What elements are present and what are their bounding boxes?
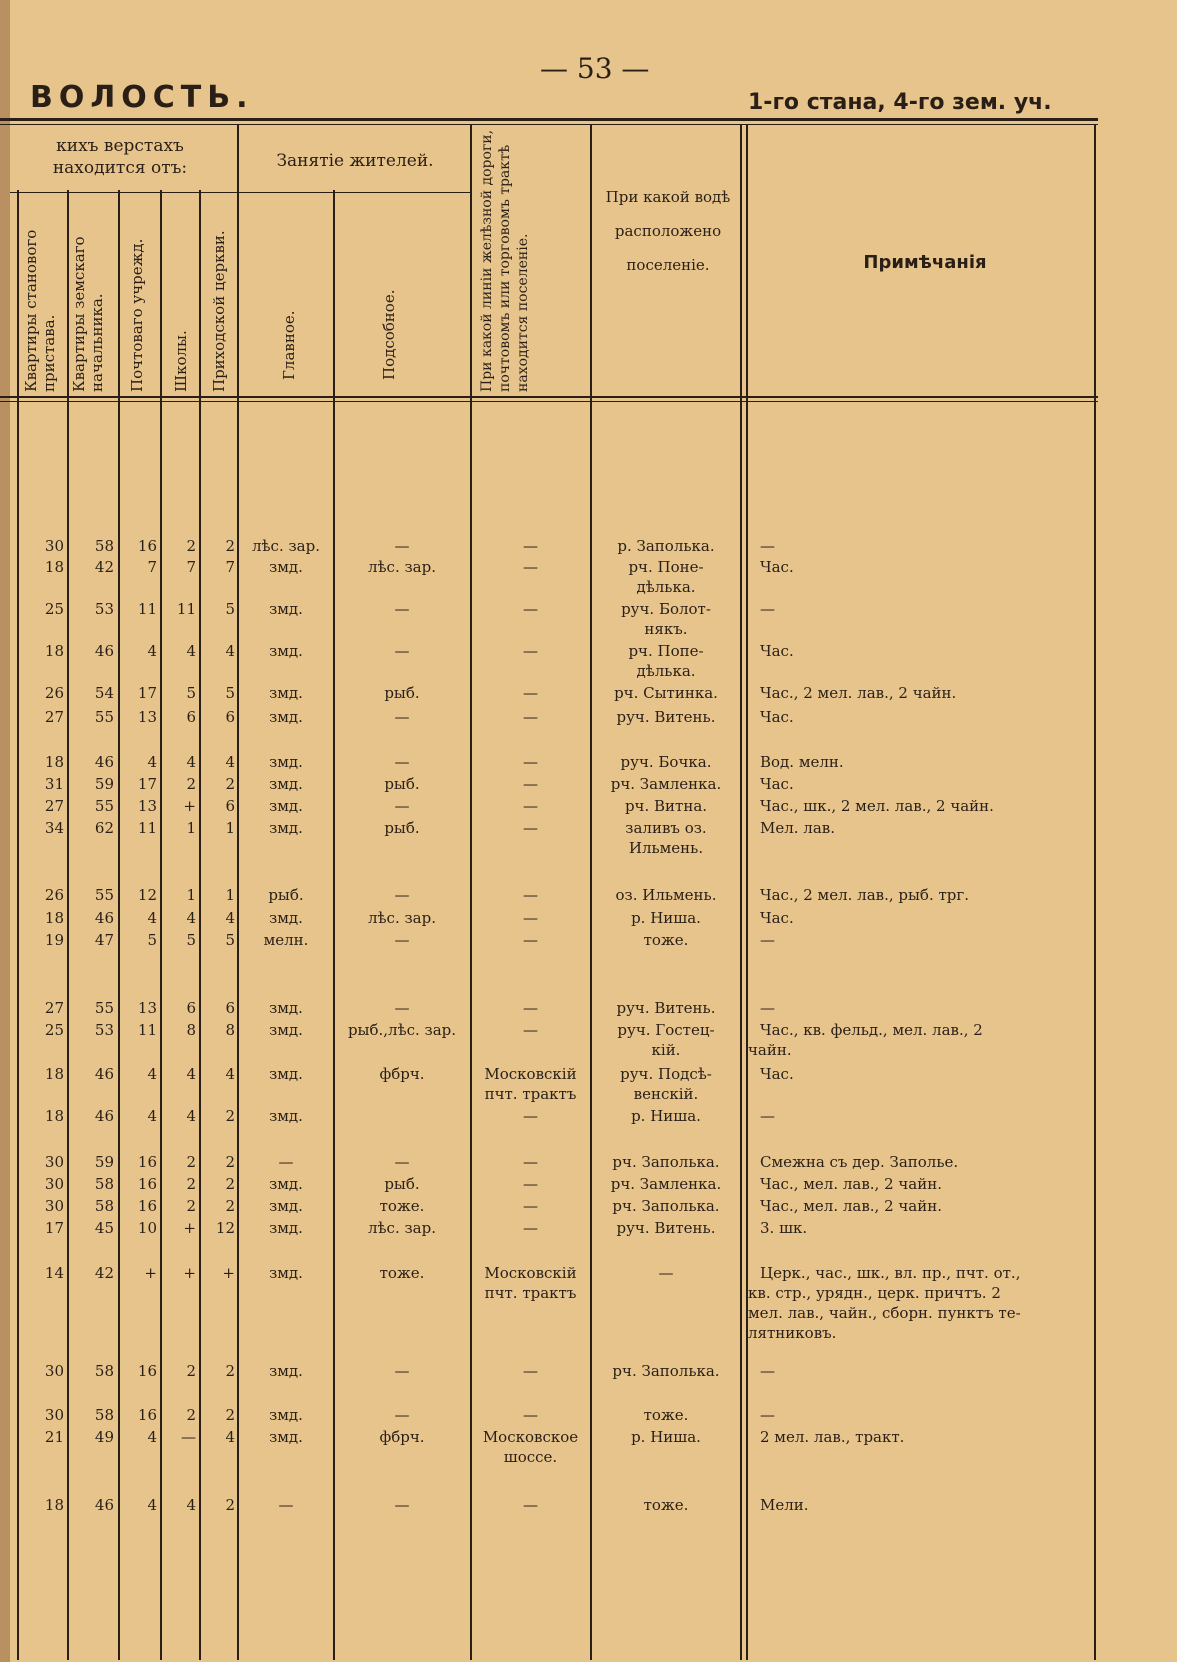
col-divider <box>740 124 742 1660</box>
cell-c3: 16 <box>137 1175 157 1193</box>
cell-notes: Смежна съ дер. Заполье. <box>760 1153 959 1171</box>
cell-c5: 2 <box>225 1153 235 1171</box>
cell-c5: 2 <box>225 1197 235 1215</box>
cell-water: заливъ оз. <box>625 819 707 837</box>
cell-c3: 13 <box>137 797 157 815</box>
cell-c1: 18 <box>44 642 64 660</box>
cell-notes: 2 мел. лав., тракт. <box>760 1428 905 1446</box>
cell-rail: — <box>523 775 538 793</box>
header-bottom-rule-thin <box>0 401 1098 402</box>
col-header-church: Приходской церкви. <box>210 230 228 392</box>
cell-sub: фбрч. <box>379 1065 425 1083</box>
top-rule-thin <box>0 124 1098 125</box>
cell-water: р. Ниша. <box>631 1107 701 1125</box>
cell-notes: Час. <box>760 708 794 726</box>
cell-rail: — <box>523 1197 538 1215</box>
cell-water: Ильмень. <box>628 839 704 857</box>
cell-c1: 18 <box>44 1107 64 1125</box>
cell-c2: 53 <box>94 1021 114 1039</box>
cell-c3: 16 <box>137 1153 157 1171</box>
cell-c5: 5 <box>225 684 235 702</box>
cell-water: венскій. <box>633 1085 699 1103</box>
cell-rail: — <box>523 1021 538 1039</box>
cell-rail: пчт. трактъ <box>484 1284 577 1302</box>
cell-water: рч. Витна. <box>624 797 708 815</box>
cell-water: рч. Сытинка. <box>614 684 718 702</box>
cell-rail: — <box>523 819 538 837</box>
cell-main: змд. <box>269 1197 303 1215</box>
cell-sub: — <box>394 642 410 660</box>
cell-sub: — <box>394 708 410 726</box>
cell-c2: 58 <box>94 537 114 555</box>
cell-rail: — <box>523 558 538 576</box>
cell-water: р. Ниша. <box>631 1428 701 1446</box>
cell-c4: 4 <box>186 1065 196 1083</box>
cell-c3: 12 <box>137 886 157 904</box>
cell-notes: Час., 2 мел. лав., 2 чайн. <box>760 684 957 702</box>
cell-c1: 30 <box>44 1175 64 1193</box>
cell-c2: 45 <box>94 1219 114 1237</box>
cell-c1: 18 <box>44 1496 64 1514</box>
cell-c4: 11 <box>176 600 196 618</box>
cell-water: рч. Попе- <box>628 642 704 660</box>
cell-c3: 13 <box>137 708 157 726</box>
cell-c4: 1 <box>186 886 196 904</box>
occupation-group-rule <box>238 192 470 193</box>
cell-rail: Московскій <box>484 1065 577 1083</box>
cell-c2: 55 <box>94 708 114 726</box>
distance-group-rule <box>10 192 238 193</box>
cell-c1: 19 <box>44 931 64 949</box>
header-bottom-rule <box>0 396 1098 398</box>
cell-water: р. Заполька. <box>617 537 715 555</box>
cell-c2: 55 <box>94 797 114 815</box>
cell-notes: Час., мел. лав., 2 чайн. <box>760 1175 943 1193</box>
cell-sub: — <box>394 931 410 949</box>
cell-c2: 55 <box>94 999 114 1017</box>
cell-c1: 25 <box>44 600 64 618</box>
cell-c2: 46 <box>94 909 114 927</box>
cell-c2: 46 <box>94 1107 114 1125</box>
cell-main: змд. <box>269 684 303 702</box>
cell-main: змд. <box>269 1362 303 1380</box>
cell-rail: — <box>523 931 538 949</box>
cell-c3: 16 <box>137 1197 157 1215</box>
cell-water: руч. Витень. <box>616 708 716 726</box>
cell-c4: 4 <box>186 642 196 660</box>
cell-c1: 26 <box>44 886 64 904</box>
cell-c3: 17 <box>137 775 157 793</box>
cell-sub: — <box>394 1496 410 1514</box>
cell-sub: — <box>394 886 410 904</box>
cell-c2: 46 <box>94 1065 114 1083</box>
cell-c2: 46 <box>94 753 114 771</box>
cell-c2: 47 <box>94 931 114 949</box>
cell-c3: 16 <box>137 1406 157 1424</box>
occupation-group-header: Занятіе жителей. <box>276 151 434 171</box>
cell-sub: — <box>394 1406 410 1424</box>
cell-notes: Час., мел. лав., 2 чайн. <box>760 1197 943 1215</box>
cell-c1: 14 <box>44 1264 64 1282</box>
cell-c1: 17 <box>44 1219 64 1237</box>
cell-water: р. Ниша. <box>631 909 701 927</box>
cell-notes: Час., кв. фельд., мел. лав., 2 <box>760 1021 983 1039</box>
cell-c4: + <box>183 1219 196 1237</box>
cell-main: лѣс. зар. <box>251 537 320 555</box>
cell-c5: 2 <box>225 1175 235 1193</box>
cell-c2: 62 <box>94 819 114 837</box>
cell-c1: 27 <box>44 708 64 726</box>
cell-notes: Час. <box>760 909 794 927</box>
cell-notes: — <box>760 931 775 949</box>
cell-c2: 42 <box>94 558 114 576</box>
cell-c5: 6 <box>225 708 235 726</box>
cell-rail: — <box>523 999 538 1017</box>
cell-main: змд. <box>269 1219 303 1237</box>
col-header-school: Школы. <box>172 330 190 392</box>
cell-c5: + <box>222 1264 235 1282</box>
cell-sub: рыб. <box>384 775 420 793</box>
cell-main: змд. <box>269 558 303 576</box>
cell-notes: Час., 2 мел. лав., рыб. трг. <box>760 886 970 904</box>
cell-main: змд. <box>269 642 303 660</box>
cell-notes: Час. <box>760 775 794 793</box>
cell-notes: — <box>760 537 775 555</box>
cell-notes: Мел. лав. <box>760 819 835 837</box>
cell-c5: 2 <box>225 537 235 555</box>
cell-main: змд. <box>269 1175 303 1193</box>
cell-notes: Час. <box>760 1065 794 1083</box>
cell-rail: — <box>523 1406 538 1424</box>
cell-main: мелн. <box>263 931 309 949</box>
cell-c3: 5 <box>147 931 157 949</box>
cell-c1: 27 <box>44 999 64 1017</box>
cell-c5: 4 <box>225 1428 235 1446</box>
cell-rail: — <box>523 1219 538 1237</box>
cell-rail: — <box>523 1362 538 1380</box>
cell-c4: 4 <box>186 909 196 927</box>
col-header-water: При какой водѣ расположено поселеніе. <box>605 188 731 274</box>
cell-c2: 58 <box>94 1406 114 1424</box>
cell-water: тоже. <box>643 1406 689 1424</box>
cell-main: змд. <box>269 819 303 837</box>
cell-c1: 31 <box>44 775 64 793</box>
cell-c2: 59 <box>94 775 114 793</box>
cell-c5: 2 <box>225 1362 235 1380</box>
cell-notes: Мели. <box>760 1496 809 1514</box>
cell-c4: 8 <box>186 1021 196 1039</box>
cell-c3: 4 <box>147 909 157 927</box>
cell-sub: рыб. <box>384 1175 420 1193</box>
cell-c5: 5 <box>225 931 235 949</box>
page-number: — 53 — <box>540 52 650 85</box>
cell-sub: рыб. <box>384 819 420 837</box>
col-header-post: Почтоваго учрежд. <box>128 238 146 392</box>
cell-main: змд. <box>269 753 303 771</box>
cell-sub: — <box>394 600 410 618</box>
cell-c4: 2 <box>186 775 196 793</box>
cell-main: змд. <box>269 1264 303 1282</box>
cell-c3: 10 <box>137 1219 157 1237</box>
cell-c3: 11 <box>137 1021 157 1039</box>
cell-rail: — <box>523 600 538 618</box>
cell-main: рыб. <box>268 886 304 904</box>
distance-group-header: кихъ верстахъ находится отъ: <box>52 136 188 178</box>
cell-c3: 4 <box>147 1428 157 1446</box>
col-header-police: Квартиры станового пристава. <box>22 229 58 392</box>
cell-c1: 18 <box>44 753 64 771</box>
cell-water: руч. Витень. <box>616 1219 716 1237</box>
cell-c3: 7 <box>147 558 157 576</box>
cell-water: — <box>658 1264 674 1282</box>
cell-sub: тоже. <box>379 1197 425 1215</box>
cell-c2: 49 <box>94 1428 114 1446</box>
cell-c5: 4 <box>225 1065 235 1083</box>
cell-c1: 18 <box>44 909 64 927</box>
cell-c5: 6 <box>225 797 235 815</box>
cell-notes: кв. стр., урядн., церк. причтъ. 2 <box>748 1284 1001 1302</box>
col-header-sub: Подсобное. <box>380 289 398 380</box>
cell-water: дѣлька. <box>636 578 696 596</box>
cell-notes: Вод. мелн. <box>760 753 844 771</box>
cell-c3: 16 <box>137 1362 157 1380</box>
cell-notes: чайн. <box>748 1041 792 1059</box>
cell-c1: 25 <box>44 1021 64 1039</box>
cell-rail: — <box>523 909 538 927</box>
cell-c1: 21 <box>44 1428 64 1446</box>
cell-c4: 2 <box>186 537 196 555</box>
cell-notes: — <box>760 1107 775 1125</box>
cell-c5: 5 <box>225 600 235 618</box>
cell-sub: лѣс. зар. <box>367 558 436 576</box>
cell-rail: — <box>523 753 538 771</box>
cell-water: оз. Ильмень. <box>615 886 717 904</box>
cell-c3: 16 <box>137 537 157 555</box>
cell-rail: — <box>523 797 538 815</box>
cell-c2: 42 <box>94 1264 114 1282</box>
cell-c1: 18 <box>44 1065 64 1083</box>
cell-rail: Московскій <box>484 1264 577 1282</box>
cell-water: рч. Заполька. <box>612 1362 720 1380</box>
cell-c3: 4 <box>147 1065 157 1083</box>
cell-c3: 13 <box>137 999 157 1017</box>
col-header-main: Главное. <box>280 310 298 380</box>
cell-c5: 2 <box>225 1496 235 1514</box>
cell-c4: 2 <box>186 1362 196 1380</box>
cell-c5: 2 <box>225 1107 235 1125</box>
cell-c3: 4 <box>147 1107 157 1125</box>
cell-water: руч. Гостец- <box>617 1021 715 1039</box>
cell-sub: — <box>394 753 410 771</box>
cell-water: кій. <box>651 1041 681 1059</box>
cell-water: рч. Заполька. <box>612 1197 720 1215</box>
cell-c4: 2 <box>186 1197 196 1215</box>
cell-sub: — <box>394 537 410 555</box>
cell-c3: 11 <box>137 819 157 837</box>
cell-main: змд. <box>269 600 303 618</box>
cell-main: змд. <box>269 1021 303 1039</box>
cell-c2: 55 <box>94 886 114 904</box>
cell-sub: тоже. <box>379 1264 425 1282</box>
cell-sub: лѣс. зар. <box>367 909 436 927</box>
cell-c3: 4 <box>147 1496 157 1514</box>
col-divider <box>1094 124 1096 1660</box>
cell-c5: 12 <box>215 1219 235 1237</box>
cell-main: змд. <box>269 1107 303 1125</box>
cell-water: дѣлька. <box>636 662 696 680</box>
cell-rail: — <box>523 1175 538 1193</box>
cell-c1: 30 <box>44 1197 64 1215</box>
cell-water: руч. Болот- <box>621 600 711 618</box>
header-right: 1-го стана, 4-го зем. уч. <box>748 90 1052 115</box>
cell-water: руч. Подсѣ- <box>620 1065 712 1083</box>
cell-c3: 17 <box>137 684 157 702</box>
cell-notes: мел. лав., чайн., сборн. пунктъ те- <box>748 1304 1021 1322</box>
cell-c2: 59 <box>94 1153 114 1171</box>
cell-notes: Час. <box>760 558 794 576</box>
cell-c1: 30 <box>44 1153 64 1171</box>
cell-c1: 18 <box>44 558 64 576</box>
page-edge <box>0 0 10 1662</box>
cell-c3: 11 <box>137 600 157 618</box>
cell-notes: Час., шк., 2 мел. лав., 2 чайн. <box>760 797 994 815</box>
cell-c1: 34 <box>44 819 64 837</box>
cell-c5: 2 <box>225 775 235 793</box>
cell-c4: 2 <box>186 1406 196 1424</box>
cell-main: — <box>278 1496 294 1514</box>
cell-notes: Церк., час., шк., вл. пр., пчт. от., <box>760 1264 1021 1282</box>
cell-c2: 54 <box>94 684 114 702</box>
cell-notes: — <box>760 999 775 1017</box>
cell-main: змд. <box>269 797 303 815</box>
cell-water: руч. Бочка. <box>620 753 712 771</box>
cell-notes: — <box>760 600 775 618</box>
cell-main: — <box>278 1153 294 1171</box>
cell-notes: лятниковъ. <box>748 1324 837 1342</box>
cell-water: руч. Витень. <box>616 999 716 1017</box>
cell-c2: 58 <box>94 1197 114 1215</box>
cell-main: змд. <box>269 999 303 1017</box>
cell-c5: 8 <box>225 1021 235 1039</box>
cell-c4: 2 <box>186 1175 196 1193</box>
cell-c5: 7 <box>225 558 235 576</box>
cell-c1: 30 <box>44 1406 64 1424</box>
cell-water: рч. Заполька. <box>612 1153 720 1171</box>
cell-c4: 7 <box>186 558 196 576</box>
cell-c4: 4 <box>186 1496 196 1514</box>
cell-rail: — <box>523 708 538 726</box>
cell-c4: 6 <box>186 708 196 726</box>
cell-c2: 46 <box>94 1496 114 1514</box>
cell-water: рч. Замленка. <box>610 775 722 793</box>
cell-c4: + <box>183 797 196 815</box>
cell-c4: 5 <box>186 684 196 702</box>
cell-rail: — <box>523 1496 538 1514</box>
cell-c2: 53 <box>94 600 114 618</box>
cell-c3: 4 <box>147 753 157 771</box>
cell-rail: шоссе. <box>503 1448 558 1466</box>
cell-c5: 6 <box>225 999 235 1017</box>
cell-c4: 2 <box>186 1153 196 1171</box>
cell-notes: — <box>760 1362 775 1380</box>
cell-c2: 46 <box>94 642 114 660</box>
cell-c4: + <box>183 1264 196 1282</box>
cell-main: змд. <box>269 1428 303 1446</box>
cell-notes: — <box>760 1406 775 1424</box>
cell-c5: 4 <box>225 642 235 660</box>
cell-water: някъ. <box>644 620 688 638</box>
cell-c4: 1 <box>186 819 196 837</box>
header-left: ВОЛОСТЬ. <box>30 80 254 115</box>
cell-rail: — <box>523 642 538 660</box>
cell-c1: 27 <box>44 797 64 815</box>
cell-rail: пчт. трактъ <box>484 1085 577 1103</box>
cell-notes: Час. <box>760 642 794 660</box>
cell-c3: 4 <box>147 642 157 660</box>
cell-water: рч. Замленка. <box>610 1175 722 1193</box>
cell-rail: — <box>523 537 538 555</box>
cell-c4: — <box>181 1428 196 1446</box>
cell-main: змд. <box>269 909 303 927</box>
cell-c1: 26 <box>44 684 64 702</box>
cell-c4: 4 <box>186 1107 196 1125</box>
col-divider <box>746 124 748 1660</box>
cell-c5: 1 <box>225 819 235 837</box>
cell-notes: 3. шк. <box>760 1219 808 1237</box>
cell-c4: 6 <box>186 999 196 1017</box>
cell-main: змд. <box>269 775 303 793</box>
cell-sub: рыб.,лѣс. зар. <box>347 1021 457 1039</box>
cell-c4: 4 <box>186 753 196 771</box>
cell-sub: фбрч. <box>379 1428 425 1446</box>
cell-c2: 58 <box>94 1362 114 1380</box>
cell-rail: — <box>523 1107 538 1125</box>
cell-c5: 2 <box>225 1406 235 1424</box>
cell-sub: — <box>394 797 410 815</box>
col-header-rail: При какой линіи желѣзной дороги, почтовомъ или торговомъ трактѣ находится поселеніе. <box>479 129 531 392</box>
cell-c5: 4 <box>225 909 235 927</box>
cell-c5: 1 <box>225 886 235 904</box>
cell-c1: 30 <box>44 537 64 555</box>
cell-water: тоже. <box>643 931 689 949</box>
cell-rail: — <box>523 1153 538 1171</box>
cell-c1: 30 <box>44 1362 64 1380</box>
cell-sub: лѣс. зар. <box>367 1219 436 1237</box>
cell-sub: — <box>394 1362 410 1380</box>
cell-c2: 58 <box>94 1175 114 1193</box>
cell-water: тоже. <box>643 1496 689 1514</box>
cell-main: змд. <box>269 1065 303 1083</box>
cell-c3: + <box>144 1264 157 1282</box>
cell-c4: 5 <box>186 931 196 949</box>
cell-rail: — <box>523 886 538 904</box>
cell-main: змд. <box>269 1406 303 1424</box>
cell-c5: 4 <box>225 753 235 771</box>
cell-main: змд. <box>269 708 303 726</box>
cell-sub: — <box>394 1153 410 1171</box>
col-header-notes: Примѣчанія <box>863 252 987 273</box>
cell-rail: Московское <box>482 1428 579 1446</box>
col-header-zemsky: Квартиры земскаго начальника. <box>70 236 106 392</box>
cell-sub: — <box>394 999 410 1017</box>
cell-sub: рыб. <box>384 684 420 702</box>
cell-water: рч. Поне- <box>628 558 704 576</box>
cell-rail: — <box>523 684 538 702</box>
top-rule <box>0 118 1098 121</box>
